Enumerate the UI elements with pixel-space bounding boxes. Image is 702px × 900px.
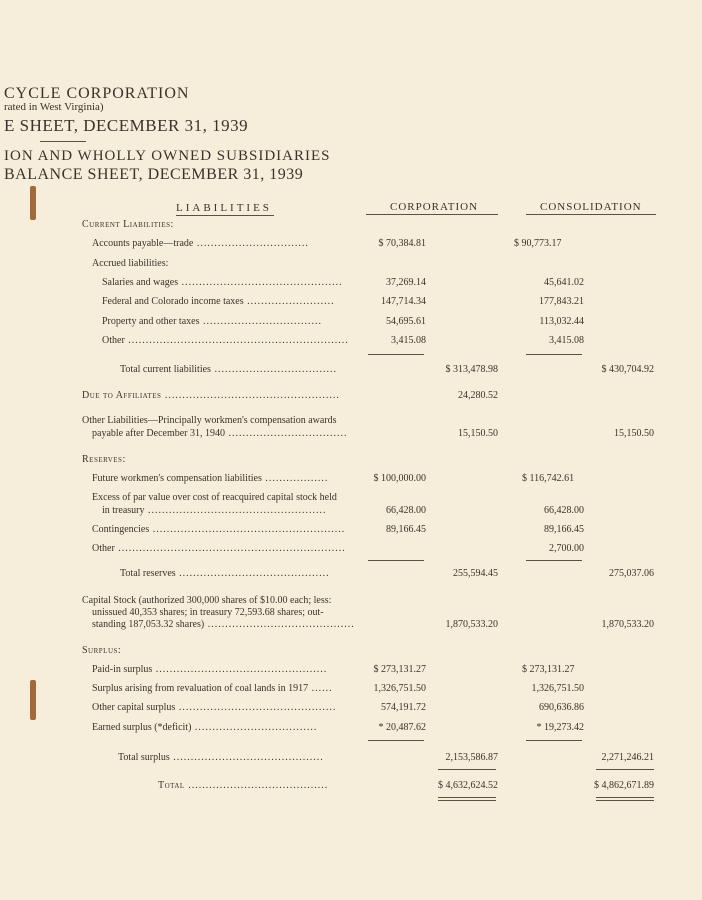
corp-accounts-payable: $ 70,384.81 [378, 238, 426, 249]
liabilities-heading: LIABILITIES [176, 202, 272, 214]
cons-other-accrued: 3,415.08 [549, 335, 584, 346]
cons-paid-in: $ 273,131.27 [522, 664, 575, 675]
label-total: Total ........................................ [158, 780, 329, 791]
tape-mark [30, 680, 36, 720]
double-rule [438, 800, 496, 801]
header-rule [40, 141, 86, 142]
corp-capital-stock: 1,870,533.20 [445, 619, 498, 630]
heading-rule [176, 215, 274, 216]
label-total-surplus: Total surplus ........................................... [118, 752, 324, 763]
heading-rule [366, 214, 498, 215]
cons-salaries: 45,641.02 [544, 277, 584, 288]
label-capital-stock-3: standing 187,053.32 shares) .......................................... [92, 619, 355, 630]
double-rule [596, 800, 654, 801]
corp-due-affiliates: 24,280.52 [458, 390, 498, 401]
cons-total-reserves: 275,037.06 [609, 568, 654, 579]
section-current-liabilities: Current Liabilities: [82, 219, 174, 230]
incorporation-note: rated in West Virginia) [4, 101, 104, 113]
subtotal-rule [368, 354, 424, 355]
corp-earned: * 20,487.62 [378, 722, 426, 733]
tape-mark [30, 186, 36, 220]
label-total-reserves: Total reserves ........................................... [120, 568, 330, 579]
cons-accounts-payable: $ 90,773.17 [514, 238, 562, 249]
label-other-capital: Other capital surplus ............................................. [92, 702, 337, 713]
label-salaries: Salaries and wages .............................................. [102, 277, 343, 288]
label-contingencies: Contingencies ....................................................... [92, 524, 346, 535]
subtotal-rule [526, 560, 582, 561]
subtotal-rule [526, 354, 582, 355]
label-total-current: Total current liabilities ................................... [120, 364, 337, 375]
cons-capital-stock: 1,870,533.20 [601, 619, 654, 630]
cons-total-surplus: 2,271,246.21 [601, 752, 654, 763]
section-surplus: Surplus: [82, 645, 122, 656]
cons-revaluation: 1,326,751.50 [531, 683, 584, 694]
accrued-label: Accrued liabilities: [92, 258, 169, 269]
label-other-liabilities-1: Other Liabilities—Principally workmen's compensation awards [82, 415, 337, 426]
label-capital-stock-2: unissued 40,353 shares; in treasury 72,593.68 shares; out- [92, 607, 324, 618]
corp-future-workmen: $ 100,000.00 [373, 473, 426, 484]
label-earned: Earned surplus (*deficit) ................................... [92, 722, 318, 733]
corp-other-accrued: 3,415.08 [391, 335, 426, 346]
label-other-reserves: Other ................................................................. [92, 543, 346, 554]
label-excess-par-1: Excess of par value over cost of reacquired capital stock held [92, 492, 337, 503]
subtotal-rule [368, 560, 424, 561]
label-other-accrued: Other ............................................................... [102, 335, 349, 346]
corp-other-capital: 574,191.72 [381, 702, 426, 713]
subtotal-rule [526, 740, 582, 741]
label-property-tax: Property and other taxes .................................. [102, 316, 322, 327]
cons-contingencies: 89,166.45 [544, 524, 584, 535]
label-capital-stock-1: Capital Stock (authorized 300,000 shares of $10.00 each; less: [82, 595, 332, 606]
corp-other-liabilities: 15,150.50 [458, 428, 498, 439]
label-other-liabilities-2: payable after December 31, 1940 .................................. [92, 428, 348, 439]
corp-contingencies: 89,166.45 [386, 524, 426, 535]
label-federal-tax: Federal and Colorado income taxes ......................... [102, 296, 335, 307]
balance-sheet-title: E SHEET, DECEMBER 31, 1939 [4, 116, 249, 135]
cons-property-tax: 113,032.44 [539, 316, 584, 327]
heading-rule [526, 214, 656, 215]
corp-paid-in: $ 273,131.27 [373, 664, 426, 675]
double-rule [596, 797, 654, 798]
total-rule [438, 769, 496, 770]
company-title: CYCLE CORPORATION [4, 85, 190, 102]
double-rule [438, 797, 496, 798]
corp-property-tax: 54,695.61 [386, 316, 426, 327]
label-paid-in: Paid-in surplus ................................................. [92, 664, 328, 675]
total-rule [596, 769, 654, 770]
section-reserves: Reserves: [82, 454, 126, 465]
label-future-workmen: Future workmen's compensation liabilities .................. [92, 473, 329, 484]
corp-federal-tax: 147,714.34 [381, 296, 426, 307]
corp-revaluation: 1,326,751.50 [373, 683, 426, 694]
subsidiaries-title: ION AND WHOLLY OWNED SUBSIDIARIES [4, 148, 331, 164]
cons-other-capital: 690,636.86 [539, 702, 584, 713]
label-excess-par-2: in treasury ................................................... [102, 505, 327, 516]
cons-excess-par: 66,428.00 [544, 505, 584, 516]
corp-salaries: 37,269.14 [386, 277, 426, 288]
corporation-heading: CORPORATION [390, 201, 479, 213]
cons-other-liabilities: 15,150.50 [614, 428, 654, 439]
corp-total-current: $ 313,478.98 [445, 364, 498, 375]
cons-total: $ 4,862,671.89 [594, 780, 654, 791]
cons-total-current: $ 430,704.92 [601, 364, 654, 375]
subtotal-rule [368, 740, 424, 741]
label-accounts-payable: Accounts payable—trade ................................ [92, 238, 309, 249]
consolidation-heading: CONSOLIDATION [540, 201, 642, 213]
label-revaluation: Surplus arising from revaluation of coal lands in 1917 ...... [92, 683, 333, 694]
cons-federal-tax: 177,843.21 [539, 296, 584, 307]
label-due-affiliates: Due to Affiliates .................................................. [82, 390, 340, 401]
corp-total-reserves: 255,594.45 [453, 568, 498, 579]
cons-earned: * 19,273.42 [536, 722, 584, 733]
consolidated-title: BALANCE SHEET, DECEMBER 31, 1939 [4, 166, 304, 183]
corp-total: $ 4,632,624.52 [438, 780, 498, 791]
corp-total-surplus: 2,153,586.87 [445, 752, 498, 763]
corp-excess-par: 66,428.00 [386, 505, 426, 516]
cons-other-reserves: 2,700.00 [549, 543, 584, 554]
cons-future-workmen: $ 116,742.61 [522, 473, 575, 484]
